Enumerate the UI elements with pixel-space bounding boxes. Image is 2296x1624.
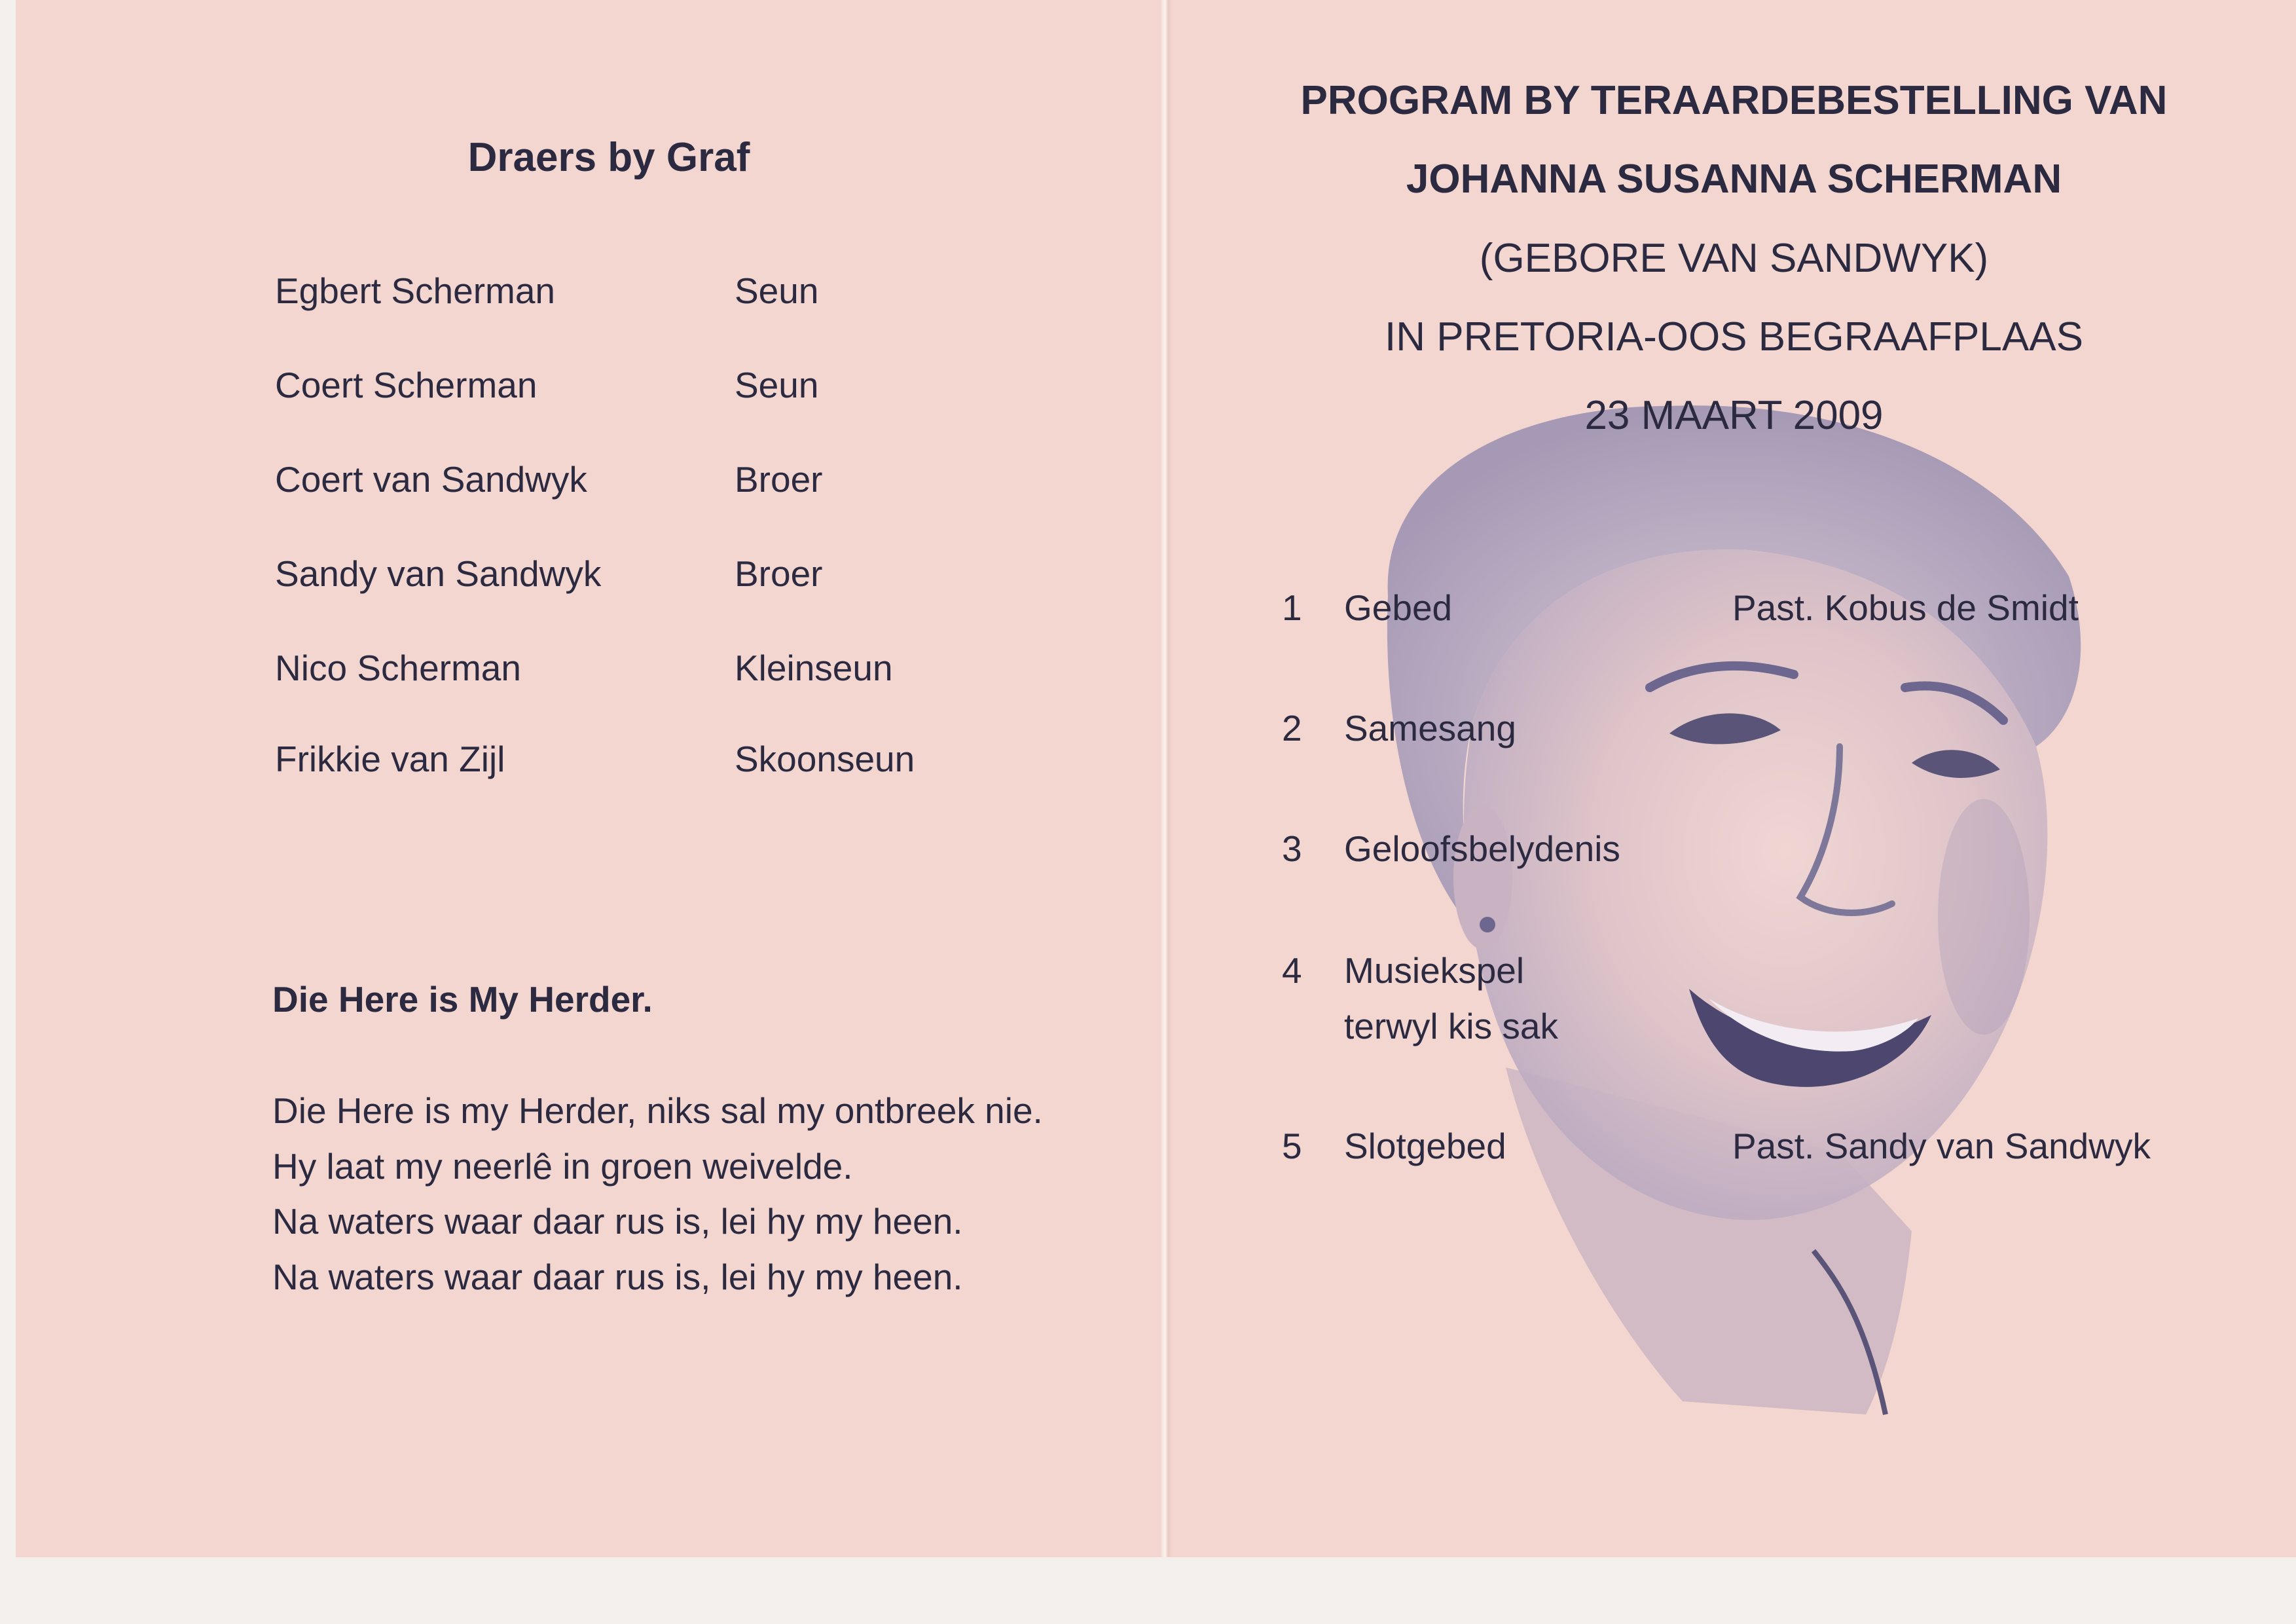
program-item: Slotgebed: [1344, 1126, 1506, 1166]
pallbearer-name: Nico Scherman: [275, 648, 521, 688]
program-officiant: Past. Kobus de Smidt: [1732, 587, 2079, 628]
pallbearer-name: Coert Scherman: [275, 365, 538, 405]
program-item: Gebed: [1344, 587, 1453, 628]
pallbearer-name: Coert van Sandwyk: [275, 459, 587, 500]
pallbearer-relation: Broer: [735, 459, 823, 500]
deceased-name: JOHANNA SUSANNA SCHERMAN: [1406, 157, 2062, 202]
pallbearer-relation: Seun: [735, 270, 819, 311]
psalm-line: Hy laat my neerlê in groen weivelde.: [272, 1146, 853, 1187]
portrait-photo: [1342, 380, 2121, 1428]
maiden-name: (GEBORE VAN SANDWYK): [1479, 236, 1989, 281]
card-fold: [1159, 0, 1172, 1557]
program-item: Geloofsbelydenis: [1344, 828, 1620, 869]
pallbearer-name: Sandy van Sandwyk: [275, 553, 602, 594]
pallbearer-relation: Broer: [735, 553, 823, 594]
program-item-note: terwyl kis sak: [1344, 1006, 1558, 1046]
program-number: 3: [1282, 828, 1302, 869]
pallbearer-relation: Seun: [735, 365, 819, 405]
service-date: 23 MAART 2009: [1584, 393, 1884, 438]
psalm-line: Na waters waar daar rus is, lei hy my heen.: [272, 1257, 963, 1297]
psalm-line: Na waters waar daar rus is, lei hy my heen.: [272, 1201, 963, 1242]
program-number: 4: [1282, 950, 1302, 991]
heading-line: PROGRAM BY TERAARDEBESTELLING VAN: [1300, 78, 2168, 123]
program-item: Samesang: [1344, 708, 1516, 748]
program-number: 1: [1282, 587, 1302, 628]
venue: IN PRETORIA-OOS BEGRAAFPLAAS: [1385, 314, 2083, 360]
program-number: 2: [1282, 708, 1302, 748]
pallbearer-relation: Skoonseun: [735, 739, 915, 779]
pallbearers-title: Draers by Graf: [467, 135, 750, 180]
program-officiant: Past. Sandy van Sandwyk: [1732, 1126, 2151, 1166]
psalm-line: Die Here is my Herder, niks sal my ontbreek nie.: [272, 1090, 1043, 1131]
program-number: 5: [1282, 1126, 1302, 1166]
left-page: [16, 0, 1159, 1557]
psalm-title: Die Here is My Herder.: [272, 979, 653, 1020]
scan-margin: [0, 1557, 2296, 1624]
program-item: Musiekspel: [1344, 950, 1525, 991]
pallbearer-name: Frikkie van Zijl: [275, 739, 505, 779]
pallbearer-relation: Kleinseun: [735, 648, 893, 688]
pallbearer-name: Egbert Scherman: [275, 270, 555, 311]
